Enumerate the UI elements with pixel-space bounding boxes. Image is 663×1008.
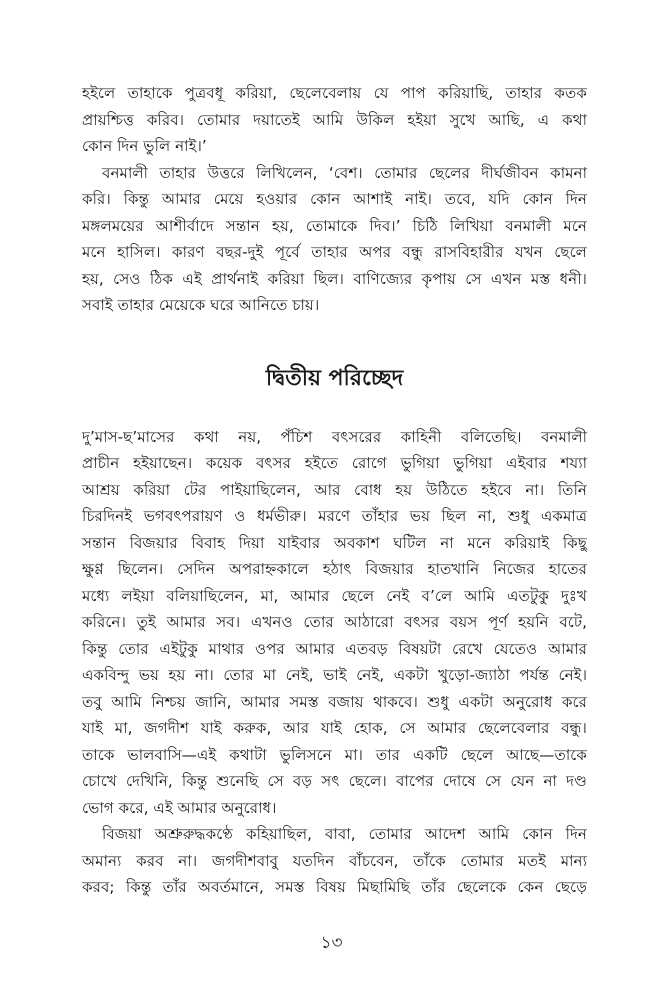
text-line: মধ্যে লইয়া বলিয়াছিলেন, মা, আমার ছেলে নেই ব’লে আমি এতটুকু দুঃখ (82, 586, 587, 605)
text-line: ভোগ করে, এই আমার অনুরোধ। (82, 798, 277, 817)
text-line: সন্তান বিজয়ার বিবাহ দিয়া যাইবার অবকাশ ঘটিল না মনে করিয়াই কিছু (82, 533, 587, 552)
text-line: প্রায়শ্চিত্ত করিব। তোমার দয়াতেই আমি উকিল হইয়া সুখে আছি, এ কথা (82, 110, 587, 129)
text-line: চিরদিনই ভগবৎপরায়ণ ও ধর্মভীরু। মরণে তাঁহার ভয় ছিল না, শুধু একমাত্র (82, 507, 587, 525)
text-line: আশ্রয় করিয়া টের পাইয়াছিলেন, আর বোধ হয় উঠিতে হইবে না। তিনি (82, 480, 587, 499)
text-line: বিজয়া অশ্রুরুদ্ধকণ্ঠে কহিয়াছিল, বাবা, তোমার আদেশ আমি কোন দিন (102, 825, 587, 843)
text-line: কোন দিন ভুলি নাই।’ (82, 137, 207, 155)
text-line: করিনে। তুই আমার সব। এখনও তোর আঠারো বৎসর বয়স পূর্ণ হয়নি বটে, (82, 613, 587, 631)
text-line: মনে হাসিল। কারণ বছর-দুই পূর্বে তাহার অপর বন্ধু রাসবিহারীর যখন ছেলে (82, 243, 587, 261)
text-line: বনমালী তাহার উত্তরে লিখিলেন, ‘বেশ। তোমার ছেলের দীর্ঘজীবন কামনা (102, 163, 587, 182)
text-line: করব; কিন্তু তাঁর অবর্তমানে, সমস্ত বিষয় মিছামিছি তাঁর ছেলেকে কেন ছেড়ে (82, 878, 587, 896)
text-line: সবাই তাহার মেয়েকে ঘরে আনিতে চায়। (82, 296, 320, 314)
chapter-heading: দ্বিতীয় পরিচ্ছেদ (265, 365, 404, 391)
text-line: মঙ্গলময়ের আশীর্বাদে সন্তান হয়, তোমাকে দিব।’ চিঠি লিখিয়া বনমালী মনে (82, 216, 587, 235)
text-line: একবিন্দু ভয় হয় না। তোর মা নেই, ভাই নেই, একটা খুড়ো-জ্যাঠা পর্যন্ত নেই। (82, 666, 587, 684)
text-line: তবু আমি নিশ্চয় জানি, আমার সমস্ত বজায় থাকবে। শুধু একটা অনুরোধ করে (82, 692, 587, 711)
paragraph-1 (82, 80, 587, 160)
page-body (82, 80, 587, 901)
text-line: অমান্য করব না। জগদীশবাবু যতদিন বাঁচবেন, তাঁকে তোমার মতই মান্য (82, 851, 587, 870)
text-line: দু’মাস-ছ’মাসের কথা নয়, পঁচিশ বৎসরের কাহিনী বলিতেছি। বনমালী (82, 427, 587, 446)
text-line: হয়, সেও ঠিক এই প্রার্থনাই করিয়া ছিল। বাণিজ্যের কৃপায় সে এখন মস্ত ধনী। (82, 269, 587, 288)
paragraph-3 (82, 424, 587, 822)
text-line: প্রাচীন হইয়াছেন। কয়েক বৎসর হইতে রোগে ভুগিয়া ভুগিয়া এইবার শয্যা (82, 454, 587, 472)
paragraph-2 (82, 160, 587, 319)
page-number: ১৩ (320, 933, 343, 953)
text-line: ক্ষুণ্ণ ছিলেন। সেদিন অপরাহ্নকালে হঠাৎ বিজয়ার হাতখানি নিজের হাতের (82, 560, 587, 578)
text-line: করি। কিন্তু আমার মেয়ে হওয়ার কোন আশাই নাই। তবে, যদি কোন দিন (82, 190, 587, 208)
text-line: কিন্তু তোর এইটুকু মাথার ওপর আমার এতবড় বিষয়টা রেখে যেতেও আমার (82, 639, 587, 658)
paragraph-4 (82, 821, 587, 901)
text-line: তাকে ভালবাসি—এই কথাটা ভুলিসনে মা। তার একটি ছেলে আছে—তাকে (82, 745, 587, 764)
text-line: হইলে তাহাকে পুত্রবধূ করিয়া, ছেলেবেলায় যে পাপ করিয়াছি, তাহার কতক (82, 84, 587, 102)
text-line: যাই মা, জগদীশ যাই করুক, আর যাই হোক, সে আমার ছেলেবেলার বন্ধু। (82, 719, 587, 737)
text-line: চোখে দেখিনি, কিন্তু শুনেছি সে বড় সৎ ছেলে। বাপের দোষে সে যেন না দণ্ড (82, 772, 587, 790)
